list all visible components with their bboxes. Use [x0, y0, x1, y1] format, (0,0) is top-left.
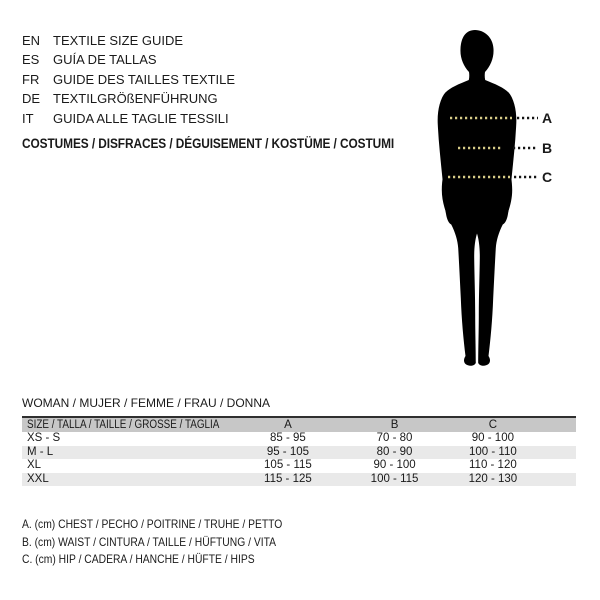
spacer-cell — [540, 473, 576, 487]
hip-cell: 90 - 100 — [471, 432, 514, 444]
table-row — [22, 446, 576, 460]
chest-cell: 105 - 115 — [264, 459, 312, 471]
chest-cell: 95 - 105 — [266, 445, 310, 458]
size-cell: XS - S — [27, 432, 61, 444]
size-cell: M - L — [27, 445, 54, 458]
language-code: FR — [22, 71, 40, 87]
waist-cell: 90 - 100 — [373, 459, 416, 471]
language-row — [22, 70, 235, 89]
spacer-cell — [540, 459, 576, 473]
legend-line-hip: C. (cm) HIP / CADERA / HANCHE / HÜFTE / HIPS — [22, 552, 255, 567]
table-row — [22, 459, 576, 473]
hip-cell: 110 - 120 — [469, 459, 517, 471]
column-header-b: B — [343, 417, 445, 432]
language-label: GUIDA ALLE TAGLIE TESSILI — [53, 110, 229, 126]
column-header-spacer — [540, 417, 576, 432]
chest-cell: 115 - 125 — [264, 472, 312, 485]
measure-label-b: B — [542, 140, 553, 156]
size-table — [22, 416, 576, 486]
column-header-a: A — [233, 417, 344, 432]
language-list — [22, 31, 235, 128]
legend-line-waist: B. (cm) WAIST / CINTURA / TAILLE / HÜFTUNG / VITA — [22, 534, 277, 549]
hip-cell: 120 - 130 — [468, 472, 518, 485]
language-code: EN — [22, 33, 41, 48]
spacer-cell — [540, 446, 576, 460]
measurement-legend — [22, 516, 325, 569]
language-label: TEXTILE SIZE GUIDE — [53, 33, 184, 48]
language-code: IT — [22, 110, 34, 126]
measure-label-a: A — [542, 110, 553, 126]
measure-label-c: C — [542, 169, 553, 185]
size-cell: XXL — [27, 472, 49, 485]
column-header-size: SIZE / TALLA / TAILLE / GRÖSSE / TAGLIA — [22, 417, 233, 432]
language-label: TEXTILGRÖßENFÜHRUNG — [53, 91, 218, 107]
size-table-header-row — [22, 417, 576, 432]
woman-silhouette-graphic — [400, 20, 600, 400]
table-row — [22, 432, 576, 446]
size-cell: XL — [27, 459, 42, 471]
waist-cell: 100 - 115 — [370, 472, 419, 485]
chest-cell: 85 - 95 — [270, 432, 306, 444]
column-header-c: C — [446, 417, 540, 432]
hip-cell: 100 - 110 — [469, 445, 517, 458]
waist-cell: 70 - 80 — [376, 432, 413, 444]
language-code: DE — [22, 91, 41, 107]
spacer-cell — [540, 432, 576, 446]
waist-cell: 80 - 90 — [376, 445, 413, 458]
language-label: GUÍA DE TALLAS — [53, 52, 157, 68]
language-code: ES — [22, 52, 40, 68]
language-row — [22, 31, 235, 50]
language-row — [22, 89, 235, 108]
language-row — [22, 50, 235, 69]
language-row — [22, 109, 235, 128]
language-label: GUIDE DES TAILLES TEXTILE — [53, 71, 236, 87]
table-row — [22, 473, 576, 487]
table-group-title: WOMAN / MUJER / FEMME / FRAU / DONNA — [22, 396, 270, 410]
body-silhouette — [400, 20, 600, 400]
legend-line-chest: A. (cm) CHEST / PECHO / POITRINE / TRUHE / PETTO — [22, 517, 283, 531]
category-title: COSTUMES / DISFRACES / DÉGUISEMENT / KOSTÜME / COSTUMI — [22, 136, 395, 151]
